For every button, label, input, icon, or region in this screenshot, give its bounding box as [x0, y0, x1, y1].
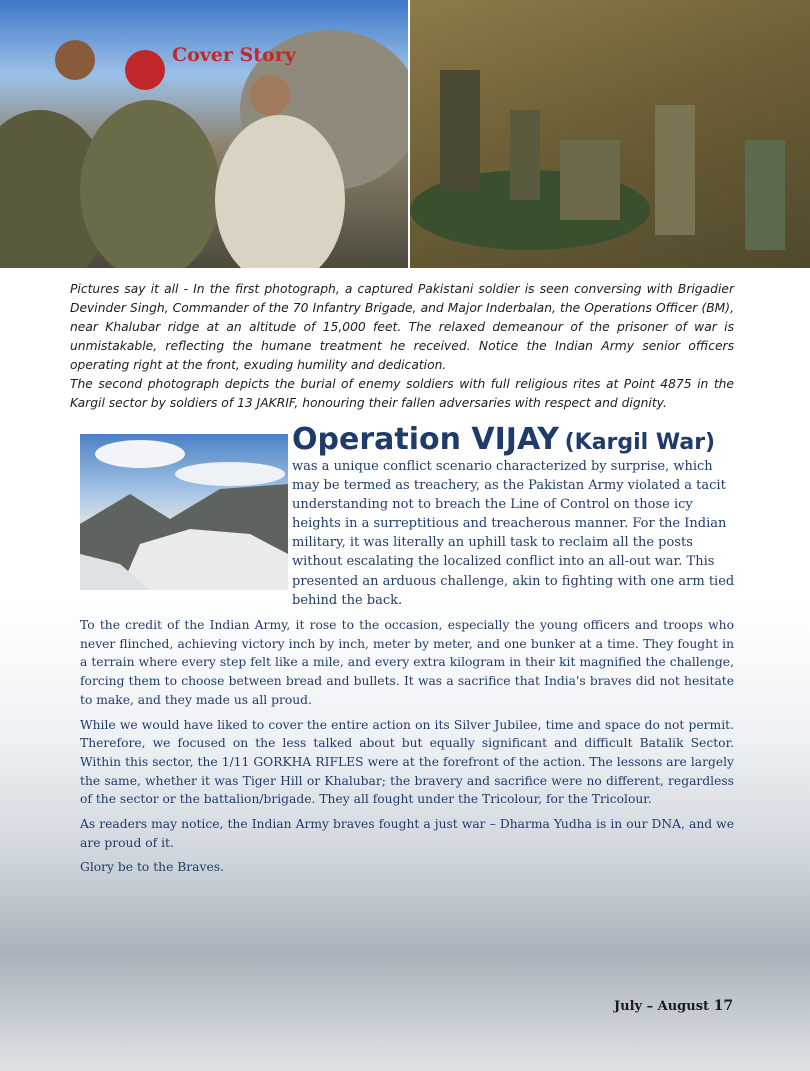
- article-headline: [292, 422, 715, 457]
- issue-label: July – August: [614, 999, 710, 1014]
- photo-caption: [70, 280, 734, 413]
- page-number: 17: [713, 998, 734, 1014]
- intro-paragraph: was a unique conflict scenario characterized by surprise, which may be termed as treachery, as the Pakistan Army violated a tacit understanding not to breach the Line of Control on those icy heights in a surreptitious and treacherous manner. For the Indian military, it was literally an uphill task to reclaim all the posts without escalating the localized conflict into an all-out war. This presented an arduous challenge, akin to fighting with one arm tied behind the back.: [292, 459, 735, 608]
- headline-sub: (Kargil War): [564, 430, 716, 455]
- body-paragraph-1: To the credit of the Indian Army, it rose to the occasion, especially the young officers and troops who never flinched, achieving victory inch by inch, meter by meter, and one bunker at a time. They fought in a terrain where every step felt like a mile, and every extra kilogram in their kit magnified the challenge, forcing them to choose between bread and bullets. It was a sacrifice that India's braves did not hesitate to make, and they made us all proud.: [80, 618, 734, 707]
- body-paragraph-3: As readers may notice, the Indian Army braves fought a just war – Dharma Yudha is in our DNA, and we are proud of it.: [80, 817, 734, 850]
- page-footer: [614, 998, 733, 1014]
- article-body: [80, 616, 734, 883]
- photo-burial-rites: [410, 0, 810, 268]
- headline-main: Operation VIJAY: [292, 422, 560, 457]
- section-label: Cover Story: [172, 44, 296, 66]
- body-paragraph-2: While we would have liked to cover the entire action on its Silver Jubilee, time and space do not permit. Therefore, we focused on the less talked about but equally significant and difficult Batalik Sector. Within this sector, the 1/11 GORKHA RIFLES were at the forefront of the action. The lessons are largely the same, whether it was Tiger Hill or Khalubar; the bravery and sacrifice were no different, regardless of the sector or the battalion/brigade. They all fought under the Tricolour, for the Tricolour.: [80, 717, 734, 807]
- photo-soldiers-conversation: [0, 0, 408, 268]
- photo-snow-mountains: [80, 434, 288, 590]
- body-paragraph-4: Glory be to the Braves.: [80, 860, 224, 875]
- article-intro: [292, 457, 738, 610]
- caption-paragraph-2: The second photograph depicts the burial of enemy soldiers with full religious rites at Point 4875 in the Kargil sector by soldiers of 13 JAKRIF, honouring their fallen adversaries with respect and dignity.: [70, 377, 734, 410]
- caption-paragraph-1: Pictures say it all - In the first photograph, a captured Pakistani soldier is seen conversing with Brigadier Devinder Singh, Commander of the 70 Infantry Brigade, and Major Inderbalan, the Operations Officer (BM), near Khalubar ridge at an altitude of 15,000 feet. The relaxed demeanour of the prisoner of war is unmistakable, reflecting the humane treatment he received. Notice the Indian Army senior officers operating right at the front, exuding humility and dedication.: [70, 282, 734, 372]
